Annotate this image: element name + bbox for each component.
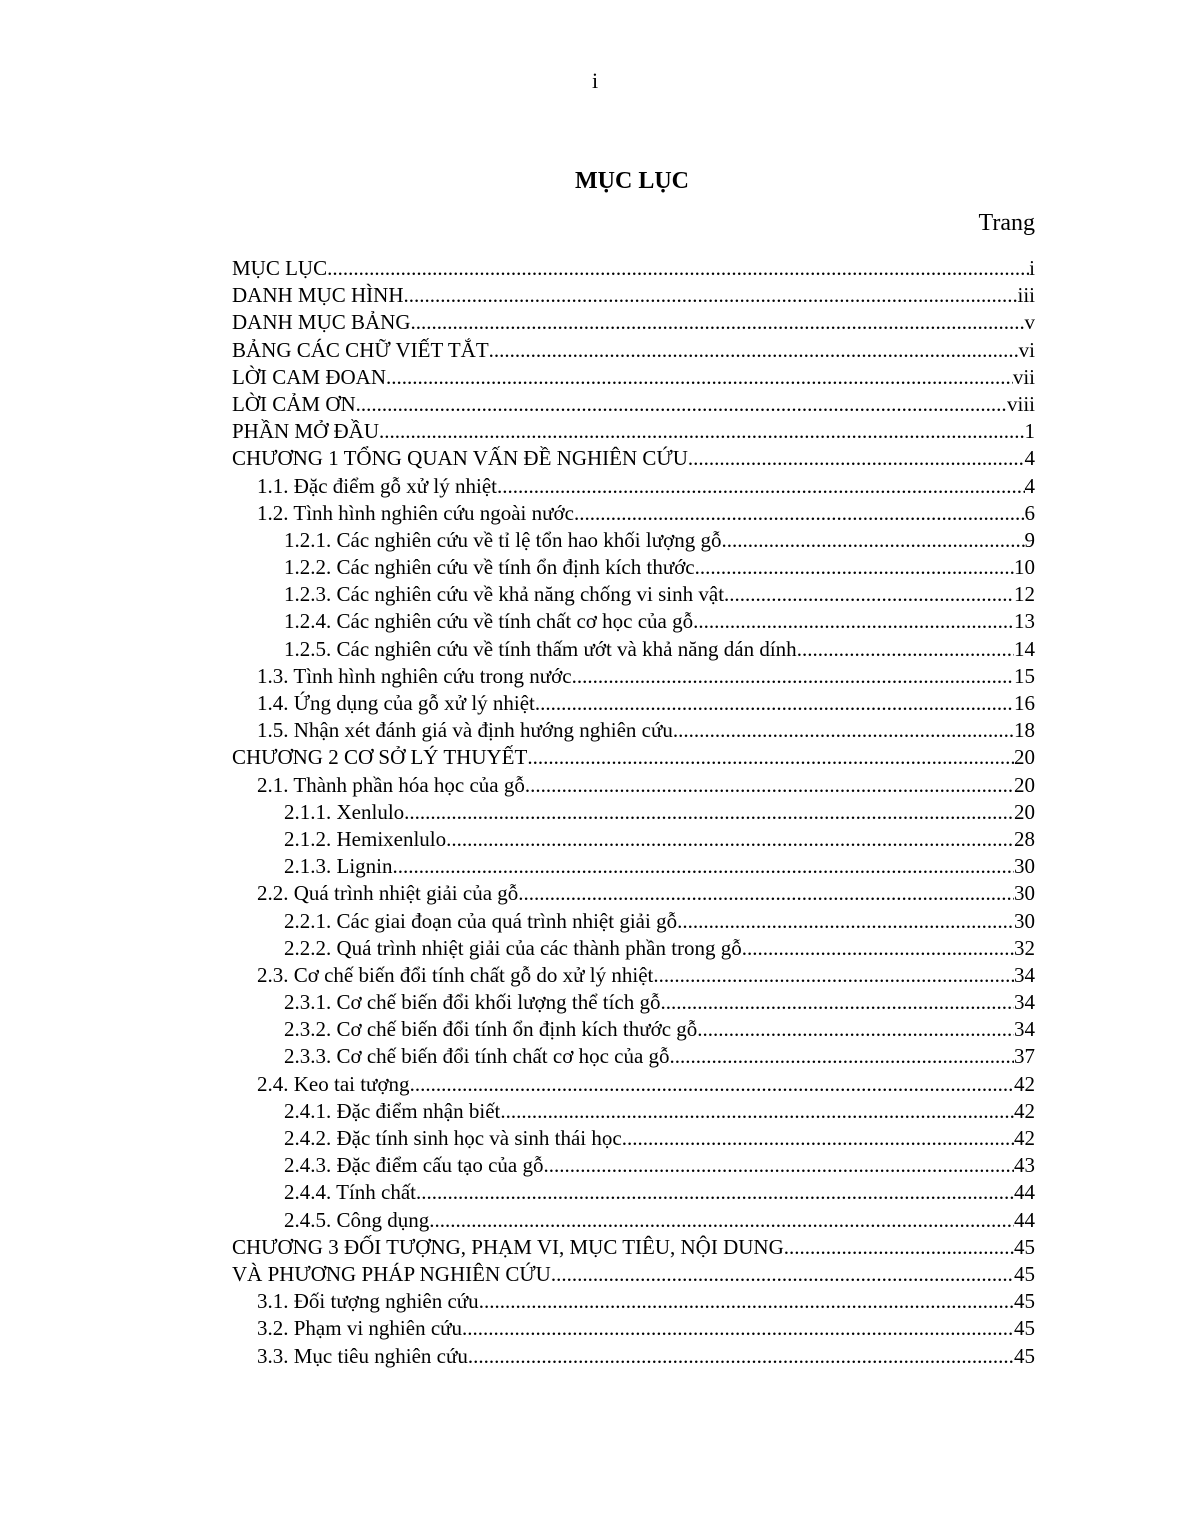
- toc-entry-title: 1.5. Nhận xét đánh giá và định hướng nghiên cứu: [257, 718, 673, 743]
- toc-entry[interactable]: [232, 826, 1035, 853]
- toc-entry-page: 45: [1014, 1343, 1035, 1368]
- toc-entry-title: 1.2.4. Các nghiên cứu về tính chất cơ học của gỗ: [284, 609, 694, 634]
- toc-entry[interactable]: [232, 255, 1035, 282]
- toc-dot-leader: [673, 717, 1014, 744]
- toc-entry-title: 1.3. Tình hình nghiên cứu trong nước: [257, 663, 572, 688]
- toc-entry-title: 2.4. Keo tai tượng: [257, 1071, 410, 1096]
- toc-entry-page: 32: [1014, 935, 1035, 960]
- toc-entry-page: 30: [1014, 908, 1035, 933]
- toc-entry-page: 12: [1014, 582, 1035, 607]
- toc-dot-leader: [500, 1098, 1014, 1125]
- toc-dot-leader: [688, 445, 1025, 472]
- toc-entry[interactable]: [232, 908, 1035, 935]
- toc-entry[interactable]: [232, 853, 1035, 880]
- toc-entry-page: 20: [1014, 799, 1035, 824]
- toc-entry-title: LỜI CAM ĐOAN: [232, 364, 386, 389]
- toc-entry-page: 18: [1014, 718, 1035, 743]
- toc-entry-title: 3.2. Phạm vi nghiên cứu: [257, 1316, 463, 1341]
- toc-entry-title: 1.2. Tình hình nghiên cứu ngoài nước: [257, 500, 574, 525]
- toc-entry-title: 2.1.3. Lignin: [284, 854, 393, 879]
- toc-entry-page: 1: [1024, 419, 1035, 444]
- toc-dot-leader: [411, 309, 1025, 336]
- toc-entry[interactable]: [232, 554, 1035, 581]
- toc-entry-title: CHƯƠNG 1 TỔNG QUAN VẤN ĐỀ NGHIÊN CỨU: [232, 446, 688, 471]
- toc-dot-leader: [386, 364, 1013, 391]
- toc-entry[interactable]: [232, 962, 1035, 989]
- toc-entry-page: 4: [1024, 446, 1035, 471]
- toc-entry-page: viii: [1006, 391, 1035, 416]
- toc-entry[interactable]: [232, 282, 1035, 309]
- toc-dot-leader: [622, 1125, 1014, 1152]
- table-of-contents: [232, 255, 1035, 1370]
- toc-entry[interactable]: [232, 1098, 1035, 1125]
- toc-entry[interactable]: [232, 527, 1035, 554]
- toc-entry-page: 6: [1024, 500, 1035, 525]
- toc-entry[interactable]: [232, 1152, 1035, 1179]
- toc-dot-leader: [462, 1315, 1014, 1342]
- toc-entry[interactable]: [232, 1071, 1035, 1098]
- toc-dot-leader: [724, 581, 1014, 608]
- toc-entry-title: 2.2.1. Các giai đoạn của quá trình nhiệt giải gỗ: [284, 908, 678, 933]
- toc-dot-leader: [410, 1071, 1014, 1098]
- toc-entry[interactable]: [232, 799, 1035, 826]
- toc-dot-leader: [784, 1234, 1014, 1261]
- toc-entry[interactable]: [232, 337, 1035, 364]
- toc-entry-title: CHƯƠNG 3 ĐỐI TƯỢNG, PHẠM VI, MỤC TIÊU, NỘI DUNG: [232, 1234, 784, 1259]
- toc-entry-page: v: [1024, 310, 1035, 335]
- toc-entry-page: vii: [1012, 364, 1035, 389]
- toc-entry[interactable]: [232, 690, 1035, 717]
- toc-entry[interactable]: [232, 744, 1035, 771]
- toc-entry[interactable]: [232, 1016, 1035, 1043]
- toc-entry[interactable]: [232, 717, 1035, 744]
- toc-dot-leader: [721, 527, 1024, 554]
- toc-dot-leader: [468, 1343, 1014, 1370]
- toc-entry-title: 2.3. Cơ chế biến đổi tính chất gỗ do xử lý nhiệt: [257, 962, 654, 987]
- toc-dot-leader: [661, 989, 1014, 1016]
- toc-entry[interactable]: [232, 1261, 1035, 1288]
- toc-entry[interactable]: [232, 1125, 1035, 1152]
- toc-entry[interactable]: [232, 608, 1035, 635]
- toc-entry[interactable]: [232, 1288, 1035, 1315]
- toc-entry-title: 2.3.3. Cơ chế biến đổi tính chất cơ học của gỗ: [284, 1044, 670, 1069]
- toc-dot-leader: [479, 1288, 1014, 1315]
- toc-dot-leader: [697, 1016, 1014, 1043]
- toc-dot-leader: [429, 1207, 1014, 1234]
- toc-entry-title: 2.1. Thành phần hóa học của gỗ: [257, 772, 525, 797]
- toc-entry[interactable]: [232, 989, 1035, 1016]
- toc-dot-leader: [695, 554, 1014, 581]
- page-number: i: [591, 68, 599, 93]
- toc-entry-page: 44: [1014, 1180, 1035, 1205]
- toc-dot-leader: [404, 282, 1018, 309]
- toc-entry-title: 3.1. Đối tượng nghiên cứu: [257, 1289, 479, 1314]
- toc-entry[interactable]: [232, 391, 1035, 418]
- toc-entry-page: 4: [1024, 473, 1035, 498]
- toc-entry-page: 44: [1014, 1207, 1035, 1232]
- toc-entry[interactable]: [232, 935, 1035, 962]
- toc-entry-page: 42: [1014, 1071, 1035, 1096]
- toc-entry[interactable]: [232, 880, 1035, 907]
- toc-entry-page: 42: [1014, 1098, 1035, 1123]
- toc-entry-title: 2.4.4. Tính chất: [284, 1180, 417, 1205]
- toc-entry-page: vi: [1018, 337, 1035, 362]
- toc-entry-page: 9: [1024, 527, 1035, 552]
- toc-entry-page: 34: [1014, 1017, 1035, 1042]
- toc-entry[interactable]: [232, 1234, 1035, 1261]
- toc-dot-leader: [574, 500, 1025, 527]
- toc-entry-title: 1.2.1. Các nghiên cứu về tỉ lệ tổn hao khối lượng gỗ: [284, 527, 722, 552]
- toc-entry-page: 13: [1014, 609, 1035, 634]
- toc-dot-leader: [525, 772, 1014, 799]
- toc-dot-leader: [497, 473, 1024, 500]
- toc-dot-leader: [677, 908, 1014, 935]
- toc-entry-title: LỜI CẢM ƠN: [232, 391, 356, 416]
- toc-entry-title: 2.2. Quá trình nhiệt giải của gỗ: [257, 881, 519, 906]
- toc-entry[interactable]: [232, 1315, 1035, 1342]
- toc-entry[interactable]: [232, 445, 1035, 472]
- toc-entry-page: 45: [1014, 1261, 1035, 1286]
- toc-entry-title: PHẦN MỞ ĐẦU: [232, 419, 380, 444]
- toc-entry-title: DANH MỤC HÌNH: [232, 283, 404, 308]
- toc-entry-title: CHƯƠNG 2 CƠ SỞ LÝ THUYẾT: [232, 745, 528, 770]
- toc-dot-leader: [544, 1152, 1015, 1179]
- toc-entry[interactable]: [232, 500, 1035, 527]
- toc-dot-leader: [797, 636, 1014, 663]
- toc-entry-page: 45: [1014, 1316, 1035, 1341]
- toc-entry-page: 37: [1014, 1044, 1035, 1069]
- toc-dot-leader: [742, 935, 1014, 962]
- toc-entry[interactable]: [232, 473, 1035, 500]
- toc-dot-leader: [356, 391, 1007, 418]
- toc-dot-leader: [535, 690, 1014, 717]
- toc-dot-leader: [551, 1261, 1014, 1288]
- toc-dot-leader: [404, 799, 1014, 826]
- toc-entry-page: 15: [1014, 663, 1035, 688]
- toc-dot-leader: [379, 418, 1024, 445]
- toc-entry[interactable]: [232, 418, 1035, 445]
- page-column-label: Trang: [978, 210, 1035, 236]
- toc-entry-page: 45: [1014, 1289, 1035, 1314]
- toc-entry-title: 2.2.2. Quá trình nhiệt giải của các thành phần trong gỗ: [284, 935, 742, 960]
- toc-entry-title: 2.4.1. Đặc điểm nhận biết: [284, 1098, 501, 1123]
- toc-entry-page: i: [1029, 256, 1035, 280]
- toc-entry-title: 1.2.5. Các nghiên cứu về tính thấm ướt và khả năng dán dính: [284, 636, 797, 661]
- toc-dot-leader: [393, 853, 1015, 880]
- toc-entry-title: 2.1.1. Xenlulo: [284, 799, 405, 824]
- toc-entry-title: 2.4.2. Đặc tính sinh học và sinh thái học: [284, 1126, 622, 1150]
- toc-entry[interactable]: [232, 1179, 1035, 1206]
- toc-entry-title: 3.3. Mục tiêu nghiên cứu: [257, 1343, 468, 1368]
- toc-entry[interactable]: [232, 1207, 1035, 1234]
- toc-entry-title: 1.4. Ứng dụng của gỗ xử lý nhiệt: [257, 691, 535, 715]
- toc-dot-leader: [489, 337, 1019, 364]
- toc-entry-page: 43: [1014, 1153, 1035, 1178]
- toc-entry-title: 1.2.3. Các nghiên cứu về khả năng chống vi sinh vật: [284, 582, 725, 607]
- toc-entry-page: 28: [1014, 826, 1035, 851]
- toc-dot-leader: [446, 826, 1014, 853]
- toc-entry-page: iii: [1017, 283, 1035, 308]
- toc-entry-page: 10: [1014, 555, 1035, 580]
- toc-entry-page: 16: [1014, 691, 1035, 715]
- toc-dot-leader: [416, 1179, 1014, 1206]
- toc-entry-title: 2.3.2. Cơ chế biến đổi tính ổn định kích thước gỗ: [284, 1017, 698, 1042]
- toc-entry[interactable]: [232, 364, 1035, 391]
- toc-entry-page: 42: [1014, 1126, 1035, 1150]
- toc-entry-title: 2.4.3. Đặc điểm cấu tạo của gỗ: [284, 1153, 544, 1178]
- toc-dot-leader: [693, 608, 1014, 635]
- toc-entry-title: MỤC LỤC: [232, 256, 328, 280]
- toc-entry-title: BẢNG CÁC CHỮ VIẾT TẮT: [232, 337, 489, 362]
- toc-dot-leader: [572, 663, 1014, 690]
- toc-entry-title: VÀ PHƯƠNG PHÁP NGHIÊN CỨU: [232, 1261, 551, 1286]
- toc-dot-leader: [327, 255, 1029, 282]
- toc-entry-title: 2.4.5. Công dụng: [284, 1207, 430, 1232]
- toc-entry-page: 45: [1014, 1234, 1035, 1259]
- toc-entry-title: 2.3.1. Cơ chế biến đổi khối lượng thể tích gỗ: [284, 990, 661, 1015]
- toc-entry-page: 30: [1014, 854, 1035, 879]
- toc-entry-title: 2.1.2. Hemixenlulo: [284, 826, 447, 851]
- toc-entry-page: 34: [1014, 962, 1035, 987]
- toc-entry[interactable]: [232, 1043, 1035, 1070]
- toc-entry[interactable]: [232, 636, 1035, 663]
- toc-entry[interactable]: [232, 1343, 1035, 1370]
- toc-entry-title: 1.2.2. Các nghiên cứu về tính ổn định kích thước: [284, 555, 695, 580]
- toc-dot-leader: [518, 880, 1014, 907]
- toc-entry[interactable]: [232, 772, 1035, 799]
- toc-entry-page: 20: [1014, 745, 1035, 770]
- toc-entry[interactable]: [232, 309, 1035, 336]
- toc-entry-title: 1.1. Đặc điểm gỗ xử lý nhiệt: [257, 473, 498, 498]
- toc-entry[interactable]: [232, 581, 1035, 608]
- toc-entry-page: 14: [1014, 636, 1035, 661]
- toc-entry[interactable]: [232, 663, 1035, 690]
- toc-entry-page: 30: [1014, 881, 1035, 906]
- toc-title: MỤC LỤC: [575, 168, 689, 194]
- toc-dot-leader: [670, 1043, 1014, 1070]
- toc-entry-page: 34: [1014, 990, 1035, 1015]
- toc-entry-page: 20: [1014, 772, 1035, 797]
- toc-entry-title: DANH MỤC BẢNG: [232, 310, 411, 335]
- toc-dot-leader: [653, 962, 1014, 989]
- toc-dot-leader: [527, 744, 1014, 771]
